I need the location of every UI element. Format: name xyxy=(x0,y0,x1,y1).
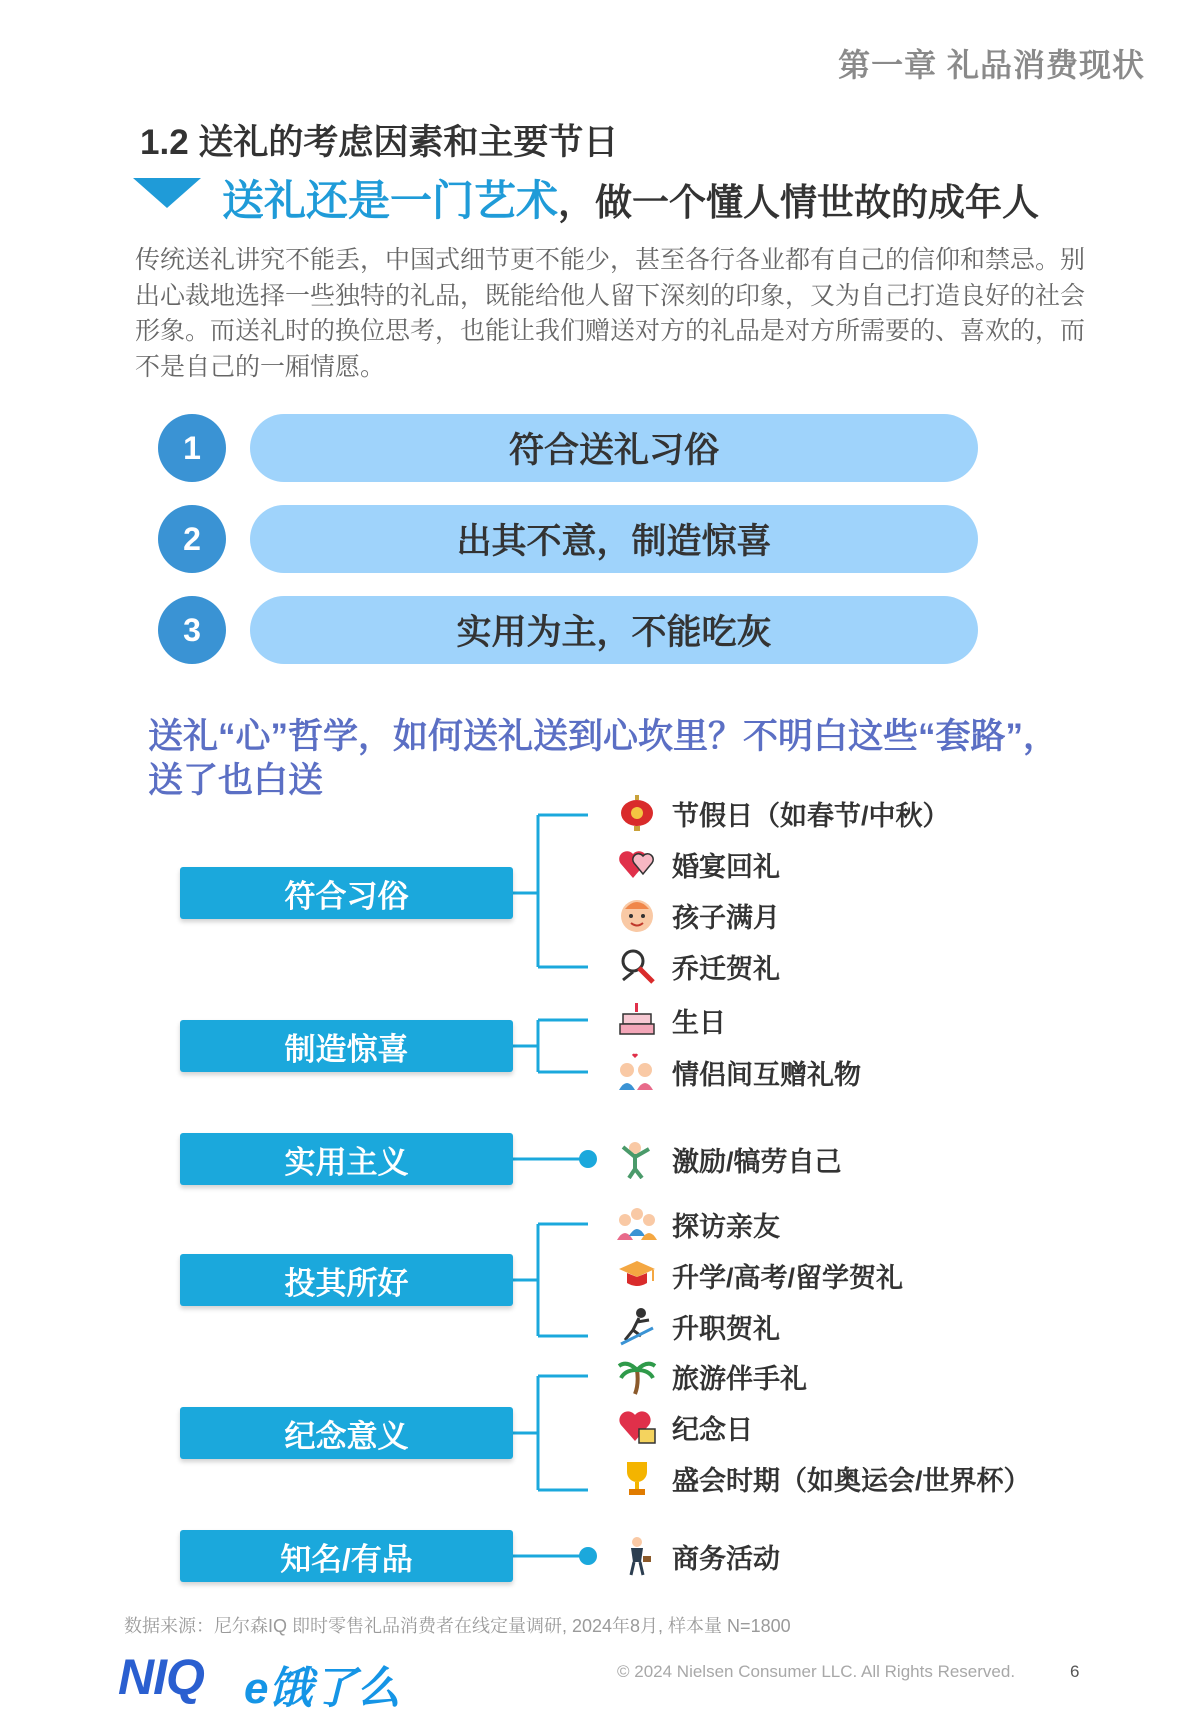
page-number: 6 xyxy=(1070,1662,1080,1681)
headline-dark: ，做一个懂人情世故的成年人 xyxy=(558,182,1040,223)
eleme-logo: e饿了么 xyxy=(244,1664,401,1713)
family-icon xyxy=(612,1204,662,1244)
couple-icon xyxy=(612,1052,662,1092)
list-item xyxy=(612,793,950,833)
principle-pill: 符合送礼习俗 xyxy=(250,414,978,482)
hearts-icon xyxy=(612,844,662,884)
grad-cap-icon xyxy=(612,1255,662,1295)
chapter-title: 第一章 礼品消费现状 xyxy=(838,47,1145,83)
item-label: 旅游伴手礼 xyxy=(672,1363,807,1394)
item-label: 婚宴回礼 xyxy=(672,851,780,882)
item-label: 纪念日 xyxy=(672,1414,753,1445)
list-item xyxy=(612,1000,726,1040)
item-label: 升学/高考/留学贺礼 xyxy=(672,1262,904,1293)
list-item xyxy=(612,1536,780,1576)
list-item xyxy=(612,1139,842,1179)
category-box: 符合习俗 xyxy=(180,867,513,919)
item-label: 激励/犒劳自己 xyxy=(672,1146,842,1177)
item-label: 乔迁贺礼 xyxy=(672,953,780,984)
category-box: 投其所好 xyxy=(180,1254,513,1306)
list-item xyxy=(612,946,780,986)
item-label: 盛会时期（如奥运会/世界杯） xyxy=(672,1465,1031,1496)
item-label: 节假日（如春节/中秋） xyxy=(672,800,950,831)
principle-number: 1 xyxy=(158,414,226,482)
data-source: 数据来源：尼尔森IQ 即时零售礼品消费者在线定量调研, 2024年8月, 样本量 N=1800 xyxy=(124,1616,791,1636)
lantern-icon xyxy=(612,793,662,833)
item-label: 孩子满月 xyxy=(672,902,780,933)
list-item xyxy=(612,1458,1031,1498)
cheer-person-icon xyxy=(612,1139,662,1179)
house-key-icon xyxy=(612,946,662,986)
category-box: 知名/有品 xyxy=(180,1530,513,1582)
category-box: 实用主义 xyxy=(180,1133,513,1185)
trophy-icon xyxy=(612,1458,662,1498)
palm-tree-icon xyxy=(612,1356,662,1396)
list-item xyxy=(612,844,780,884)
list-item xyxy=(612,1204,780,1244)
category-box: 纪念意义 xyxy=(180,1407,513,1459)
intro-paragraph: 传统送礼讲究不能丢，中国式细节更不能少，甚至各行各业都有自己的信仰和禁忌。别出心裁地选择一些独特的礼品，既能给他人留下深刻的印象，又为自己打造良好的社会形象。而送礼时的换位思考，也能让我们赠送对方的礼品是对方所需要的、喜欢的，而不是自己的一厢情愿。 xyxy=(135,246,1086,381)
baby-icon xyxy=(612,895,662,935)
question-title: 送礼“心”哲学，如何送礼送到心坎里？不明白这些“套路”，送了也白送 xyxy=(148,717,1059,800)
climber-icon xyxy=(612,1306,662,1346)
principle-number: 3 xyxy=(158,596,226,664)
list-item xyxy=(612,1052,861,1092)
list-item xyxy=(612,1255,903,1295)
item-label: 情侣间互赠礼物 xyxy=(672,1059,861,1090)
list-item xyxy=(612,1356,807,1396)
item-label: 生日 xyxy=(672,1007,726,1038)
list-item xyxy=(612,1306,780,1346)
list-item xyxy=(612,895,780,935)
cake-icon xyxy=(612,1000,662,1040)
principle-number: 2 xyxy=(158,505,226,573)
principle-pill: 出其不意，制造惊喜 xyxy=(250,505,978,573)
copyright: © 2024 Nielsen Consumer LLC. All Rights Reserved. xyxy=(617,1662,1016,1681)
item-label: 探访亲友 xyxy=(672,1211,780,1242)
heart-card-icon xyxy=(612,1407,662,1447)
section-title: 1.2 送礼的考虑因素和主要节日 xyxy=(140,123,619,162)
category-box: 制造惊喜 xyxy=(180,1020,513,1072)
headline-blue: 送礼还是一门艺术 xyxy=(222,177,559,224)
item-label: 升职贺礼 xyxy=(672,1313,780,1344)
businessman-icon xyxy=(612,1536,662,1576)
principle-pill: 实用为主，不能吃灰 xyxy=(250,596,978,664)
niq-logo: NIQ xyxy=(118,1649,204,1705)
item-label: 商务活动 xyxy=(672,1543,780,1574)
list-item xyxy=(612,1407,753,1447)
